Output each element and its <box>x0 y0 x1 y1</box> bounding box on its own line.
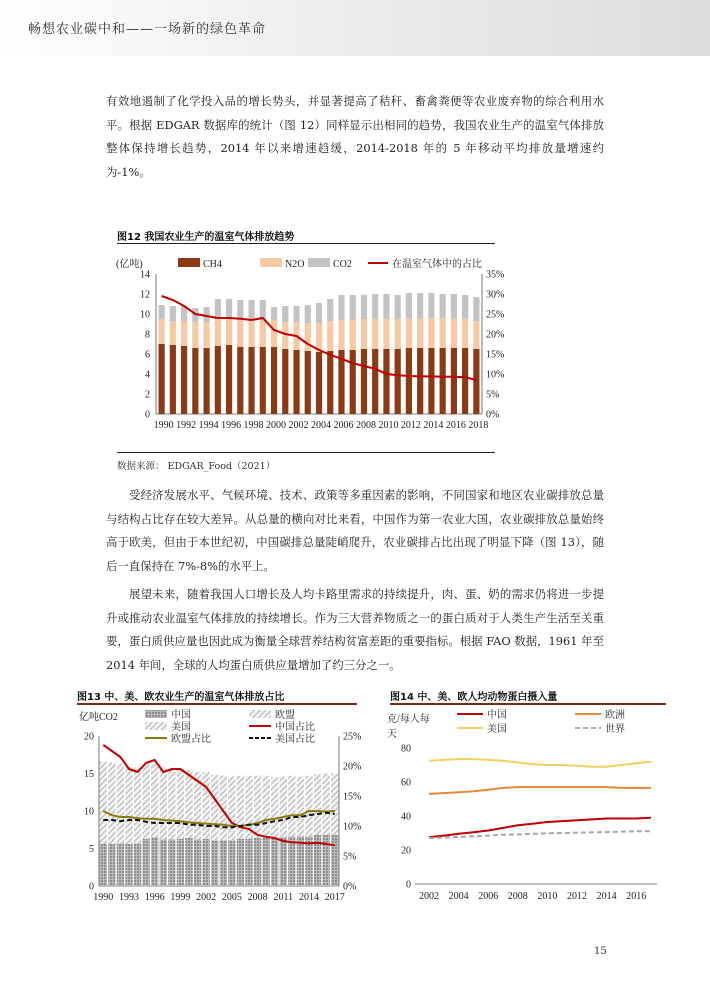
fig12-top-rule <box>117 243 495 244</box>
x-tick-label: 1993 <box>119 892 139 903</box>
bar-ch4-2013 <box>417 348 423 414</box>
bar-co2-2017 <box>462 295 468 319</box>
bar-co2-2018 <box>473 297 479 321</box>
bar-eu-1993 <box>125 767 132 844</box>
bar-eu-2005 <box>228 777 235 841</box>
bar-ch4-1998 <box>248 347 254 414</box>
bar-ch4-2017 <box>462 348 468 414</box>
y-tick-label: 0 <box>145 409 150 421</box>
page-header <box>0 0 710 56</box>
bar-eu-1997 <box>160 768 167 840</box>
x-tick-label: 2012 <box>567 891 587 902</box>
bar-ch4-2009 <box>372 349 378 414</box>
bar-eu-1996 <box>151 764 158 838</box>
legend-label-eu: 欧盟 <box>275 710 295 721</box>
bar-ch4-2003 <box>305 351 311 414</box>
legend-label-欧洲: 欧洲 <box>605 710 625 721</box>
x-tick-label: 1994 <box>198 420 219 431</box>
bar-eu-2011 <box>280 777 287 838</box>
y2-tick-label: 30% <box>486 289 505 301</box>
bar-ch4-2001 <box>282 349 288 414</box>
bar-ch4-1999 <box>260 347 266 414</box>
bar-china-1998 <box>168 840 175 887</box>
bar-china-2017 <box>331 835 338 886</box>
x-tick-label: 1992 <box>176 420 197 431</box>
bar-co2-2003 <box>305 305 311 323</box>
line-世界 <box>429 831 651 838</box>
bar-n2o-2013 <box>417 318 423 348</box>
bar-co2-2011 <box>395 295 401 319</box>
x-tick-label: 2016 <box>445 420 466 431</box>
fig13-title-rule <box>77 703 357 705</box>
x-tick-label: 2006 <box>333 420 354 431</box>
y2-tick-label: 25% <box>343 731 362 743</box>
x-tick-label: 2018 <box>468 420 489 431</box>
bar-china-1990 <box>100 844 107 886</box>
bar-n2o-2017 <box>462 319 468 348</box>
bar-china-2006 <box>237 839 244 886</box>
bar-china-2001 <box>194 840 201 887</box>
fig14-chart <box>385 706 670 916</box>
y-tick-label: 10 <box>84 806 94 818</box>
line-中国 <box>429 818 651 838</box>
fig12-bottom-rule <box>117 452 495 453</box>
bar-co2-2002 <box>293 306 299 322</box>
x-tick-label: 2010 <box>537 891 558 902</box>
bar-eu-1991 <box>108 762 115 844</box>
bar-co2-2013 <box>417 293 423 318</box>
x-tick-label: 2006 <box>478 891 499 902</box>
y-tick-label: 80 <box>401 743 411 755</box>
bar-n2o-2018 <box>473 321 479 349</box>
bar-n2o-2006 <box>338 320 344 350</box>
x-tick-label: 1990 <box>93 892 114 903</box>
bar-eu-2014 <box>305 776 312 837</box>
bar-eu-1990 <box>100 762 107 845</box>
bar-eu-1995 <box>142 765 149 839</box>
bar-co2-2006 <box>338 295 344 320</box>
legend-label-世界: 世界 <box>605 724 625 735</box>
bar-n2o-2010 <box>383 319 389 349</box>
bar-eu-1999 <box>177 769 184 839</box>
bar-n2o-2000 <box>271 320 277 347</box>
x-tick-label: 2000 <box>266 420 287 431</box>
y-unit-label: 亿吨CO2 <box>79 712 118 723</box>
y-tick-label: 60 <box>401 777 411 789</box>
bar-eu-2015 <box>314 774 321 835</box>
bar-n2o-2001 <box>282 322 288 349</box>
bar-n2o-2007 <box>350 320 356 350</box>
bar-china-1996 <box>151 837 158 886</box>
bar-co2-1997 <box>237 300 243 319</box>
page-number: 15 <box>594 946 607 957</box>
bar-co2-2015 <box>440 294 446 318</box>
bar-co2-2007 <box>350 295 356 320</box>
bar-ch4-1995 <box>215 346 221 414</box>
x-tick-label: 2008 <box>247 892 268 903</box>
bar-eu-2010 <box>271 777 278 838</box>
bar-ch4-2012 <box>406 348 412 414</box>
bar-co2-1999 <box>260 300 266 319</box>
fig13-title: 图13 中、美、欧农业生产的温室气体排放占比 <box>77 692 285 703</box>
bar-ch4-2014 <box>428 348 434 414</box>
y2-tick-label: 25% <box>486 309 505 321</box>
bar-china-2002 <box>202 839 209 886</box>
bar-n2o-2015 <box>440 318 446 348</box>
bar-ch4-1994 <box>203 348 209 414</box>
bar-n2o-2014 <box>428 318 434 348</box>
x-tick-label: 1999 <box>170 892 191 903</box>
bar-ch4-2015 <box>440 348 446 414</box>
legend-label-n2o: N2O <box>285 259 305 270</box>
bar-co2-2010 <box>383 294 389 319</box>
bar-china-2012 <box>288 837 295 887</box>
bar-eu-1998 <box>168 769 175 840</box>
legend-label-co2: CO2 <box>333 259 352 270</box>
bar-china-1995 <box>142 839 149 886</box>
fig14-title-rule <box>390 703 666 705</box>
legend-label-ch4: CH4 <box>203 259 222 270</box>
fig14-title: 图14 中、美、欧人均动物蛋白摄入量 <box>390 692 558 703</box>
bar-ch4-1991 <box>170 345 176 414</box>
bar-ch4-1996 <box>226 345 232 414</box>
line-美国 <box>429 759 651 767</box>
bar-china-2003 <box>211 840 218 886</box>
bar-china-2000 <box>185 838 192 886</box>
bar-n2o-1992 <box>181 321 187 346</box>
legend-label-美国: 美国 <box>487 724 507 735</box>
legend-swatch-us <box>145 722 167 730</box>
bar-eu-1994 <box>134 768 141 844</box>
bar-co2-1998 <box>248 300 254 319</box>
bar-n2o-2011 <box>395 319 401 349</box>
bar-co2-2009 <box>372 294 378 319</box>
bar-eu-2002 <box>202 772 209 839</box>
legend-label-us: 美国 <box>171 722 191 733</box>
bar-china-2011 <box>280 837 287 886</box>
x-tick-label: 2010 <box>378 420 399 431</box>
legend-label-中国: 中国 <box>487 710 507 721</box>
bar-co2-1991 <box>170 306 176 321</box>
line-欧洲 <box>429 787 651 794</box>
bar-n2o-2008 <box>361 319 367 349</box>
legend-label-eu-share: 欧盟占比 <box>171 734 211 745</box>
x-tick-label: 2002 <box>288 420 309 431</box>
x-tick-label: 1998 <box>243 420 264 431</box>
bar-eu-2008 <box>254 776 261 838</box>
bar-ch4-2004 <box>316 352 322 414</box>
bar-n2o-1999 <box>260 319 266 347</box>
x-tick-label: 2014 <box>299 892 319 903</box>
y-unit-label-1: 克/每人每 <box>387 714 430 725</box>
y2-tick-label: 0% <box>486 409 500 421</box>
bar-china-1993 <box>125 844 132 886</box>
y2-tick-label: 20% <box>486 329 505 341</box>
bar-co2-1995 <box>215 299 221 319</box>
legend-swatch-co2 <box>308 258 330 267</box>
bar-china-2004 <box>220 840 227 886</box>
header-title: 畅想农业碳中和——一场新的绿色革命 <box>28 22 267 37</box>
bar-co2-2001 <box>282 306 288 322</box>
bar-n2o-1998 <box>248 319 254 347</box>
bar-co2-2012 <box>406 293 412 318</box>
paragraph-2: 受经济发展水平、气候环境、技术、政策等多重因素的影响，不同国家和地区农业碳排放总量与结构占比存在较大差异。从总量的横向对比来看，中国作为第一农业大国，农业碳排放总量始终高于欧美，但由于本世纪初，中国碳排总量陡峭爬升，农业碳排占比出现了明显下降（图 13），随后一直保持在 7%-8%的水平上。 <box>106 488 604 573</box>
x-tick-label: 2017 <box>324 892 345 903</box>
bar-eu-2009 <box>262 776 269 838</box>
y2-tick-label: 5% <box>343 851 357 863</box>
bar-eu-2006 <box>237 776 244 839</box>
y-tick-label: 0 <box>89 881 94 893</box>
legend-swatch-china <box>145 710 167 718</box>
bar-co2-1996 <box>226 299 232 317</box>
bar-ch4-1993 <box>192 348 198 414</box>
fig12-chart <box>110 250 510 450</box>
y-tick-label: 10 <box>140 309 150 321</box>
bar-china-2005 <box>228 840 235 886</box>
bar-ch4-2005 <box>327 351 333 414</box>
bar-china-2010 <box>271 838 278 886</box>
bar-china-1999 <box>177 839 184 886</box>
bar-eu-2017 <box>331 774 338 836</box>
bar-china-1991 <box>108 844 115 886</box>
x-tick-label: 2008 <box>355 420 376 431</box>
bar-eu-2003 <box>211 775 218 840</box>
y-tick-label: 14 <box>140 269 150 281</box>
bar-eu-2000 <box>185 770 192 838</box>
x-tick-label: 2008 <box>507 891 528 902</box>
fig13-chart <box>77 706 372 916</box>
bar-n2o-2016 <box>451 319 457 348</box>
y-tick-label: 20 <box>84 731 94 743</box>
bar-n2o-1993 <box>192 322 198 348</box>
y-tick-label: 8 <box>145 329 150 341</box>
x-tick-label: 2014 <box>423 420 444 431</box>
legend-label-china-share: 中国占比 <box>275 722 315 733</box>
bar-co2-1994 <box>203 307 209 322</box>
x-tick-label: 2016 <box>626 891 647 902</box>
bar-co2-2016 <box>451 294 457 319</box>
bar-ch4-2016 <box>451 348 457 414</box>
y-tick-label: 0 <box>406 879 411 891</box>
bar-ch4-2010 <box>383 349 389 414</box>
y-tick-label: 5 <box>89 844 94 855</box>
y-tick-label: 2 <box>145 389 150 401</box>
x-tick-label: 1990 <box>153 420 174 431</box>
x-tick-label: 2005 <box>221 892 242 903</box>
y-tick-label: 40 <box>401 811 411 823</box>
y-tick-label: 4 <box>145 369 150 381</box>
x-tick-label: 1996 <box>221 420 242 431</box>
bar-ch4-2000 <box>271 347 277 414</box>
bar-china-2008 <box>254 838 261 886</box>
y2-tick-label: 10% <box>486 369 505 381</box>
legend-swatch-n2o <box>260 258 282 267</box>
x-tick-label: 1996 <box>144 892 165 903</box>
x-tick-label: 2004 <box>311 420 331 431</box>
bar-china-1997 <box>160 840 167 887</box>
bar-ch4-1997 <box>237 347 243 414</box>
y2-tick-label: 15% <box>343 791 362 803</box>
bar-n2o-1995 <box>215 319 221 346</box>
bar-ch4-1990 <box>159 344 165 414</box>
x-tick-label: 2014 <box>596 891 617 902</box>
bar-co2-1990 <box>159 305 165 319</box>
legend-swatch-eu <box>249 710 271 718</box>
bar-eu-2016 <box>322 774 329 836</box>
fig12-source: 数据来源： EDGAR_Food（2021） <box>117 461 276 472</box>
bar-n2o-1996 <box>226 317 232 345</box>
bar-n2o-1997 <box>237 319 243 347</box>
bar-n2o-2009 <box>372 319 378 349</box>
legend-label-china: 中国 <box>171 710 191 721</box>
bar-china-1994 <box>134 843 141 886</box>
bar-n2o-2012 <box>406 318 412 348</box>
bar-china-1992 <box>117 843 124 886</box>
paragraph-3: 展望未来，随着我国人口增长及人均卡路里需求的持续提升，肉、蛋、奶的需求仍将进一步提升或推动农业温室气体排放的持续增长。作为三大营养物质之一的蛋白质对于人类生产生活至关重要，蛋白质供应量也因此成为衡量全球营养结构贫富差距的重要指标。根据 FAO 数据，1961 年至 2014 年间，全球的人均蛋白质供应量增加了约三分之一。 <box>106 587 604 672</box>
x-tick-label: 2002 <box>196 892 217 903</box>
bar-ch4-2007 <box>350 350 356 414</box>
bar-n2o-1990 <box>159 319 165 344</box>
bar-ch4-2002 <box>293 350 299 414</box>
bar-n2o-2005 <box>327 321 333 351</box>
bar-ch4-2018 <box>473 349 479 414</box>
bar-eu-2012 <box>288 776 295 837</box>
y-tick-label: 15 <box>84 769 94 780</box>
y2-tick-label: 0% <box>343 881 357 893</box>
y-unit-label: (亿吨) <box>116 259 143 270</box>
y-tick-label: 20 <box>401 845 411 857</box>
bar-n2o-1994 <box>203 322 209 348</box>
y-unit-label-2: 天 <box>387 729 397 740</box>
legend-swatch-ch4 <box>178 258 200 267</box>
legend-label-us-share: 美国占比 <box>275 734 315 745</box>
bar-ch4-2011 <box>395 349 401 414</box>
bar-co2-2004 <box>316 303 322 323</box>
paragraph-1: 有效地遏制了化学投入品的增长势头，并显著提高了秸秆、畜禽粪便等农业废弃物的综合利用水平。根据 EDGAR 数据库的统计（图 12）同样显示出相同的趋势，我国农业生产的温室气体排放整体保持增长趋势，2014 年以来增速趋缓，2014-2018 年的 5 年移动平均排放量增速约为-1%。 <box>106 94 604 179</box>
bar-ch4-1992 <box>181 346 187 414</box>
fig12-title: 图12 我国农业生产的温室气体排放趋势 <box>117 232 295 243</box>
y-tick-label: 12 <box>140 289 150 301</box>
x-tick-label: 2011 <box>273 892 294 903</box>
bar-co2-2008 <box>361 295 367 319</box>
x-tick-label: 2002 <box>419 891 439 902</box>
bar-china-2007 <box>245 839 252 886</box>
bar-co2-2014 <box>428 293 434 318</box>
y2-tick-label: 10% <box>343 821 362 833</box>
y2-tick-label: 35% <box>486 269 505 281</box>
x-tick-label: 2012 <box>400 420 421 431</box>
y2-tick-label: 15% <box>486 349 505 361</box>
bar-co2-2005 <box>327 299 333 321</box>
bar-eu-1992 <box>117 764 124 844</box>
y2-tick-label: 20% <box>343 761 362 773</box>
bar-china-2009 <box>262 837 269 886</box>
y2-tick-label: 5% <box>486 389 500 401</box>
bar-n2o-1991 <box>170 321 176 345</box>
x-tick-label: 2004 <box>448 891 469 902</box>
bar-n2o-2003 <box>305 323 311 351</box>
bar-ch4-2008 <box>361 349 367 414</box>
y-tick-label: 6 <box>145 349 150 361</box>
bar-n2o-2004 <box>316 323 322 352</box>
legend-label-share: 在温室气体中的占比 <box>392 259 482 270</box>
bar-eu-2013 <box>297 777 304 837</box>
bar-co2-2000 <box>271 307 277 320</box>
